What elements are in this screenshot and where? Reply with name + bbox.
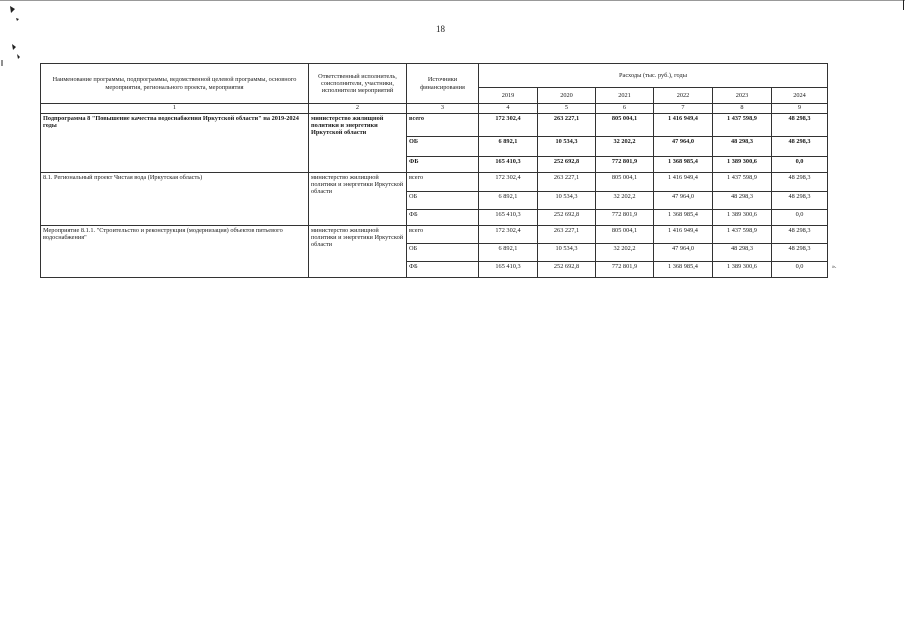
budget-table-wrapper — [40, 63, 828, 278]
row-value-cell: 1 368 985,4 — [654, 262, 713, 278]
row-source-cell: ОБ — [407, 137, 479, 157]
header-name: Наименование программы, подпрограммы, ведомственной целевой программы, основного мероприятия, регионального проекта, мероприятия — [41, 64, 309, 104]
column-number: 4 — [479, 104, 538, 114]
row-value-cell: 805 004,1 — [596, 173, 654, 192]
row-value-cell: 1 437 598,9 — [713, 173, 772, 192]
row-value-cell: 165 410,3 — [479, 262, 538, 278]
row-value-cell: 252 692,8 — [538, 157, 596, 173]
row-value-cell: 263 227,1 — [538, 226, 596, 244]
header-executor: Ответственный исполнитель, соисполнители, участники, исполнители мероприятий — [309, 64, 407, 104]
row-source-cell: ОБ — [407, 192, 479, 210]
table-body — [41, 114, 828, 278]
row-value-cell: 263 227,1 — [538, 173, 596, 192]
row-value-cell: 172 302,4 — [479, 226, 538, 244]
row-source-cell: ФБ — [407, 210, 479, 226]
row-value-cell: 48 298,3 — [713, 244, 772, 262]
row-value-cell: 0,0 — [772, 157, 828, 173]
row-value-cell: 47 964,0 — [654, 244, 713, 262]
row-value-cell: 1 437 598,9 — [713, 114, 772, 137]
row-value-cell: 165 410,3 — [479, 157, 538, 173]
row-value-cell: 1 389 300,6 — [713, 157, 772, 173]
row-value-cell: 48 298,3 — [772, 173, 828, 192]
row-value-cell: 48 298,3 — [713, 192, 772, 210]
column-number: 6 — [596, 104, 654, 114]
row-value-cell: 48 298,3 — [772, 226, 828, 244]
row-value-cell: 1 416 949,4 — [654, 114, 713, 137]
row-value-cell: 263 227,1 — [538, 114, 596, 137]
header-sources: Источники финансирования — [407, 64, 479, 104]
column-number: 3 — [407, 104, 479, 114]
row-value-cell: 772 801,9 — [596, 262, 654, 278]
row-executor-cell: министерство жилищной политики и энергетики Иркутской области — [309, 226, 407, 278]
row-value-cell: 252 692,8 — [538, 210, 596, 226]
row-value-cell: 252 692,8 — [538, 262, 596, 278]
row-value-cell: 1 416 949,4 — [654, 173, 713, 192]
row-value-cell: 48 298,3 — [772, 192, 828, 210]
row-source-cell: всего — [407, 114, 479, 137]
column-number: 5 — [538, 104, 596, 114]
row-source-cell: всего — [407, 226, 479, 244]
column-number: 9 — [772, 104, 828, 114]
row-value-cell: 0,0 — [772, 262, 828, 278]
row-source-cell: ФБ — [407, 157, 479, 173]
row-value-cell: 10 534,3 — [538, 137, 596, 157]
header-year: 2020 — [538, 88, 596, 104]
column-number: 1 — [41, 104, 309, 114]
page-number: 18 — [436, 24, 445, 34]
row-source-cell: ФБ — [407, 262, 479, 278]
row-value-cell: 1 389 300,6 — [713, 262, 772, 278]
closing-quote-mark: ». — [832, 264, 837, 270]
header-year: 2024 — [772, 88, 828, 104]
scan-marks — [0, 0, 40, 80]
budget-table — [40, 63, 828, 278]
table-row — [41, 173, 828, 192]
row-value-cell: 805 004,1 — [596, 114, 654, 137]
header-year: 2023 — [713, 88, 772, 104]
row-value-cell: 10 534,3 — [538, 192, 596, 210]
row-value-cell: 47 964,0 — [654, 192, 713, 210]
row-executor-cell: министерство жилищной политики и энергетики Иркутской области — [309, 114, 407, 173]
column-number: 2 — [309, 104, 407, 114]
row-value-cell: 32 202,2 — [596, 192, 654, 210]
row-name-cell: Мероприятие 8.1.1. "Строительство и реконструкция (модернизация) объектов питьевого водоснабжения" — [41, 226, 309, 278]
row-value-cell: 47 964,0 — [654, 137, 713, 157]
column-number: 8 — [713, 104, 772, 114]
row-name-cell: 8.1. Региональный проект Чистая вода (Иркутская область) — [41, 173, 309, 226]
row-name-cell: Подпрограмма 8 "Повышение качества водоснабжения Иркутской области" на 2019-2024 годы — [41, 114, 309, 173]
row-executor-cell: министерство жилищной политики и энергетики Иркутской области — [309, 173, 407, 226]
header-year: 2022 — [654, 88, 713, 104]
header-expenses: Расходы (тыс. руб.), годы — [479, 64, 828, 88]
row-value-cell: 48 298,3 — [713, 137, 772, 157]
row-value-cell: 6 892,1 — [479, 137, 538, 157]
row-value-cell: 172 302,4 — [479, 114, 538, 137]
header-year: 2019 — [479, 88, 538, 104]
row-value-cell: 172 302,4 — [479, 173, 538, 192]
row-source-cell: ОБ — [407, 244, 479, 262]
scan-edge-line-right — [903, 0, 904, 10]
row-value-cell: 1 416 949,4 — [654, 226, 713, 244]
column-number: 7 — [654, 104, 713, 114]
row-value-cell: 6 892,1 — [479, 244, 538, 262]
table-row — [41, 114, 828, 137]
row-value-cell: 772 801,9 — [596, 210, 654, 226]
row-value-cell: 48 298,3 — [772, 244, 828, 262]
row-value-cell: 32 202,2 — [596, 137, 654, 157]
row-value-cell: 1 368 985,4 — [654, 157, 713, 173]
row-value-cell: 48 298,3 — [772, 137, 828, 157]
table-row — [41, 226, 828, 244]
scan-edge-line-top — [0, 0, 905, 1]
row-value-cell: 1 368 985,4 — [654, 210, 713, 226]
header-year: 2021 — [596, 88, 654, 104]
row-value-cell: 1 437 598,9 — [713, 226, 772, 244]
row-source-cell: всего — [407, 173, 479, 192]
row-value-cell: 1 389 300,6 — [713, 210, 772, 226]
row-value-cell: 772 801,9 — [596, 157, 654, 173]
row-value-cell: 0,0 — [772, 210, 828, 226]
row-value-cell: 6 892,1 — [479, 192, 538, 210]
row-value-cell: 165 410,3 — [479, 210, 538, 226]
row-value-cell: 48 298,3 — [772, 114, 828, 137]
row-value-cell: 32 202,2 — [596, 244, 654, 262]
row-value-cell: 10 534,3 — [538, 244, 596, 262]
row-value-cell: 805 004,1 — [596, 226, 654, 244]
